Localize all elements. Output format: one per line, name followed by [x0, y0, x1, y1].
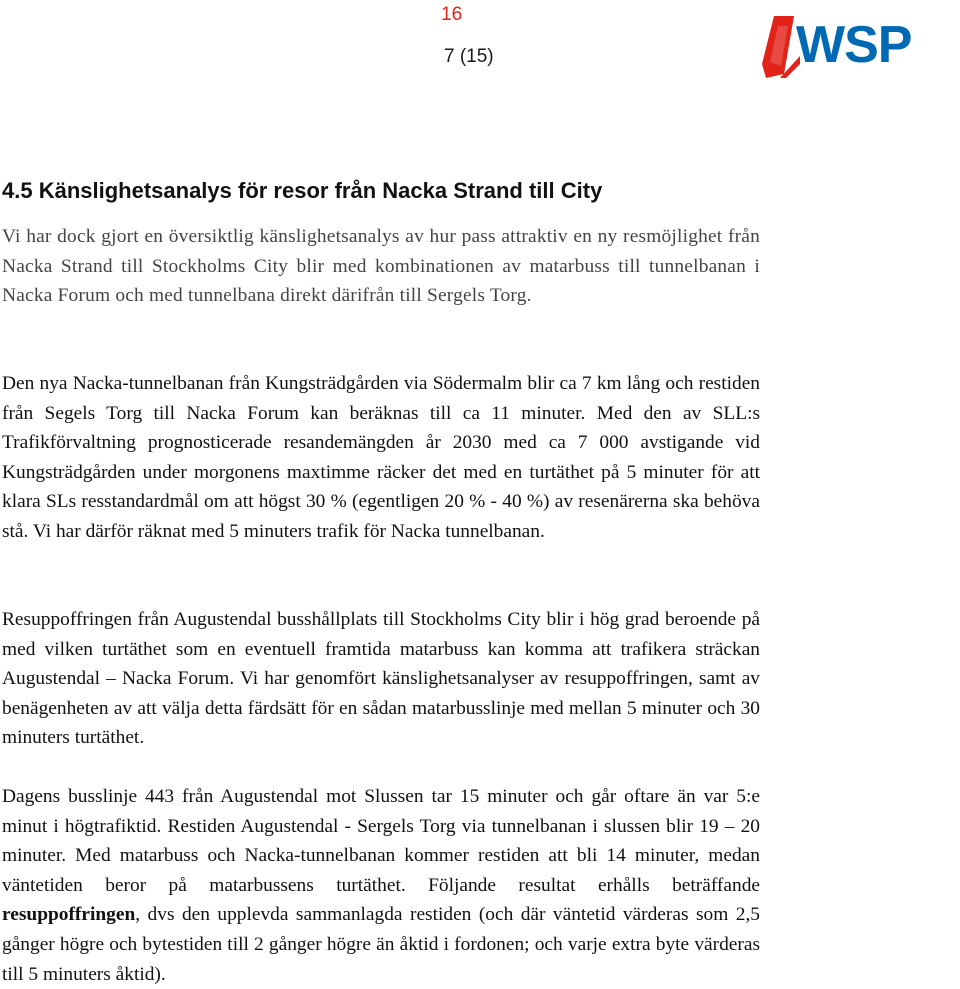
paragraph-intro: Vi har dock gjort en översiktlig känslighetsanalys av hur pass attraktiv en ny resmöjlighet från Nacka Strand till Stockholms City blir med kombinationen av matarbuss till tunnelbanan i Nacka Forum och med tunnelbana direkt därifrån till Sergels Torg. [2, 226, 760, 307]
emphasis-resuppoffringen: resuppoffringen [2, 904, 136, 926]
page-counter: 7 (15) [444, 46, 494, 67]
logo-letters: WSP [796, 16, 912, 74]
paragraph-tunnelbana: Den nya Nacka-tunnelbanan från Kungsträdgården via Södermalm blir ca 7 km lång och restiden från Segels Torg till Nacka Forum kan beräknas till ca 11 minuter. Med den av SLL:s Trafikförvaltning prognosticerade resandemängden år 2030 med ca 7 000 avstigande vid Kungsträdgården under morgonens maxtimme räcker det med en turtäthet på 5 minuter för att klara SLs resstandardmål om att högst 30 % (egentligen 20 % - 40 %) av resenärerna ska behöva stå. Vi har därför räknat med 5 minuters trafik för Nacka tunnelbanan. [2, 373, 760, 542]
page-number: 16 [441, 4, 463, 25]
paragraph-busslinje-tail: , dvs den upplevda sammanlagda restiden (och där väntetid värderas som 2,5 gånger högre och bytestiden till 2 gånger högre än åktid i fordonen; och varje extra byte värderas till 5 minuters åktid). [2, 904, 760, 985]
paragraph-busslinje [2, 782, 760, 989]
wsp-logo-graphic [760, 12, 958, 80]
paragraph-resuppoffring: Resuppoffringen från Augustendal busshållplats till Stockholms City blir i hög grad beroende på med vilken turtäthet som en eventuell framtida matarbuss kan komma att trafikera sträckan Augustendal – Nacka Forum. Vi har genomfört känslighetsanalyser av resuppoffringen, samt av benägenheten av att välja detta färdsätt för en sådan matarbusslinje med mellan 5 minuter och 30 minuters turtäthet. [2, 609, 760, 749]
paragraph-busslinje-text: Dagens busslinje 443 från Augustendal mot Slussen tar 15 minuter och går oftare än var 5:e minut i högtrafiktid. Restiden Augustendal - Sergels Torg via tunnelbanan i slussen blir 19 – 20 minuter. Med matarbuss och Nacka-tunnelbanan kommer restiden att bli 14 minuter, medan väntetiden beror på matarbussens turtäthet. Följande resultat erhålls beträffande [2, 786, 760, 896]
section-heading: 4.5 Känslighetsanalys för resor från Nacka Strand till City [2, 178, 603, 203]
wsp-logo [760, 12, 958, 80]
